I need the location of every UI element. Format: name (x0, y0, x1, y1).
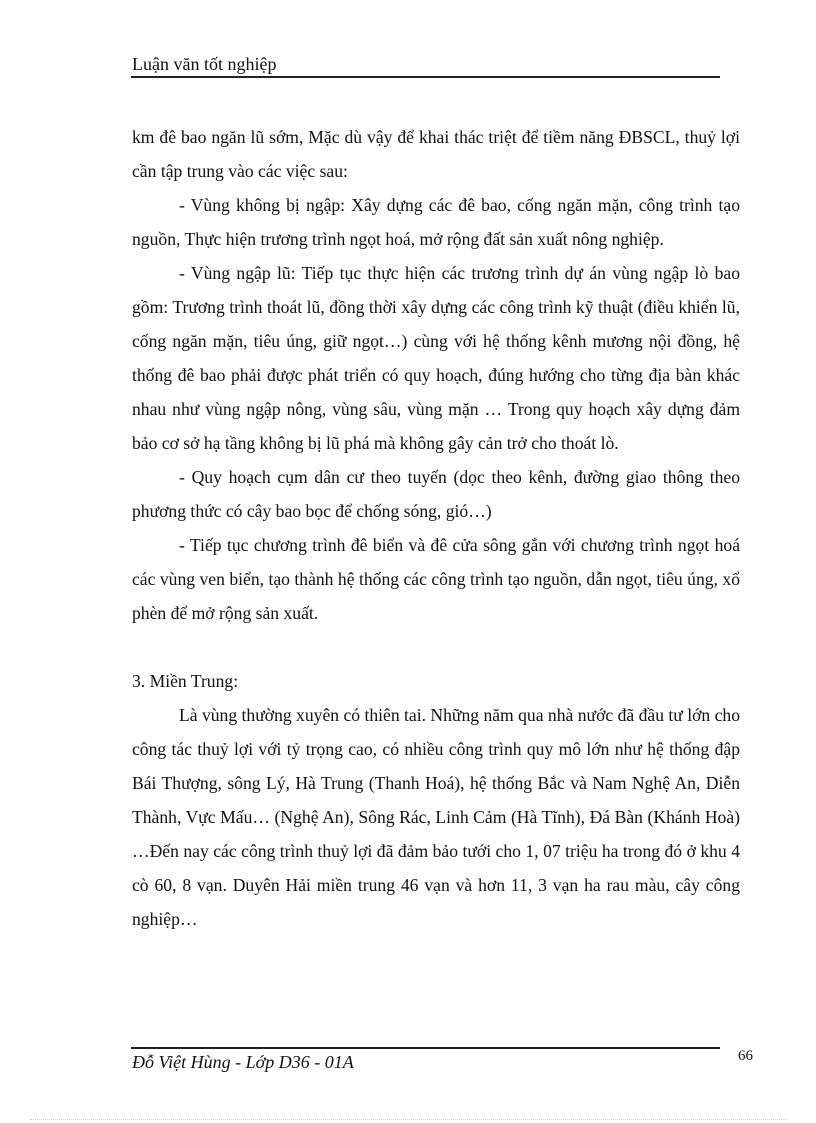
paragraph-4: - Quy hoạch cụm dân cư theo tuyến (dọc theo kênh, đường giao thông theo phương thức có cây bao bọc để chống sóng, gió…) (132, 467, 740, 521)
paragraph-1: km đê bao ngăn lũ sớm, Mặc dù vậy để khai thác triệt để tiềm năng ĐBSCL, thuỷ lợi cần tập trung vào các việc sau: (132, 127, 740, 181)
page-bottom-border (30, 1119, 786, 1120)
paragraph-6: Là vùng thường xuyên có thiên tai. Những năm qua nhà nước đã đầu tư lớn cho công tác thuỷ lợi với tỷ trọng cao, có nhiều công trình quy mô lớn như hệ thống đập Bái Thượng, sông Lý, Hà Trung (Thanh Hoá), hệ thống Bắc và Nam Nghệ An, Diễn Thành, Vực Mấu… (Nghệ An), Sông Rác, Linh Cảm (Hà Tĩnh), Đá Bàn (Khánh Hoà) …Đến nay các công trình thuỷ lợi đã đảm bảo tưới cho 1, 07 triệu ha trong đó ở khu 4 cò 60, 8 vạn. Duyên Hải miền trung 46 vạn và hơn 11, 3 vạn ha rau màu, cây công nghiệp… (132, 705, 740, 929)
header-divider (131, 76, 720, 78)
header-title: Luận văn tốt nghiệp (132, 54, 277, 74)
section-heading: 3. Miền Trung: (132, 671, 239, 691)
paragraph-3: - Vùng ngập lũ: Tiếp tục thực hiện các trương trình dự án vùng ngập lò bao gồm: Trương trình thoát lũ, đồng thời xây dựng các công trình kỹ thuật (điều khiển lũ, cống ngăn mặn, tiêu úng, giữ ngọt…) cùng với hệ thống kênh mương nội đồng, hệ thống đê bao phải được phát triển có quy hoạch, đúng hướng cho từng địa bàn khác nhau như vùng ngập nông, vùng sâu, vùng mặn … Trong quy hoạch xây dựng đảm bảo cơ sở hạ tầng không bị lũ phá mà không gây cản trở cho thoát lò. (132, 263, 740, 453)
page-number: 66 (738, 1048, 753, 1064)
paragraph-2: - Vùng không bị ngập: Xây dựng các đê bao, cống ngăn mặn, công trình tạo nguồn, Thực hiện trương trình ngọt hoá, mở rộng đất sản xuất nông nghiệp. (132, 195, 740, 249)
footer-divider (131, 1047, 720, 1049)
paragraph-5: - Tiếp tục chương trình đê biển và đê cửa sông gắn với chương trình ngọt hoá các vùng ven biển, tạo thành hệ thống các công trình tạo nguồn, dẫn ngọt, tiêu úng, xổ phèn để mở rộng sản xuất. (132, 535, 740, 623)
footer-author: Đỗ Việt Hùng - Lớp D36 - 01A (132, 1052, 354, 1072)
document-body (132, 120, 740, 936)
section-spacer (132, 630, 740, 664)
